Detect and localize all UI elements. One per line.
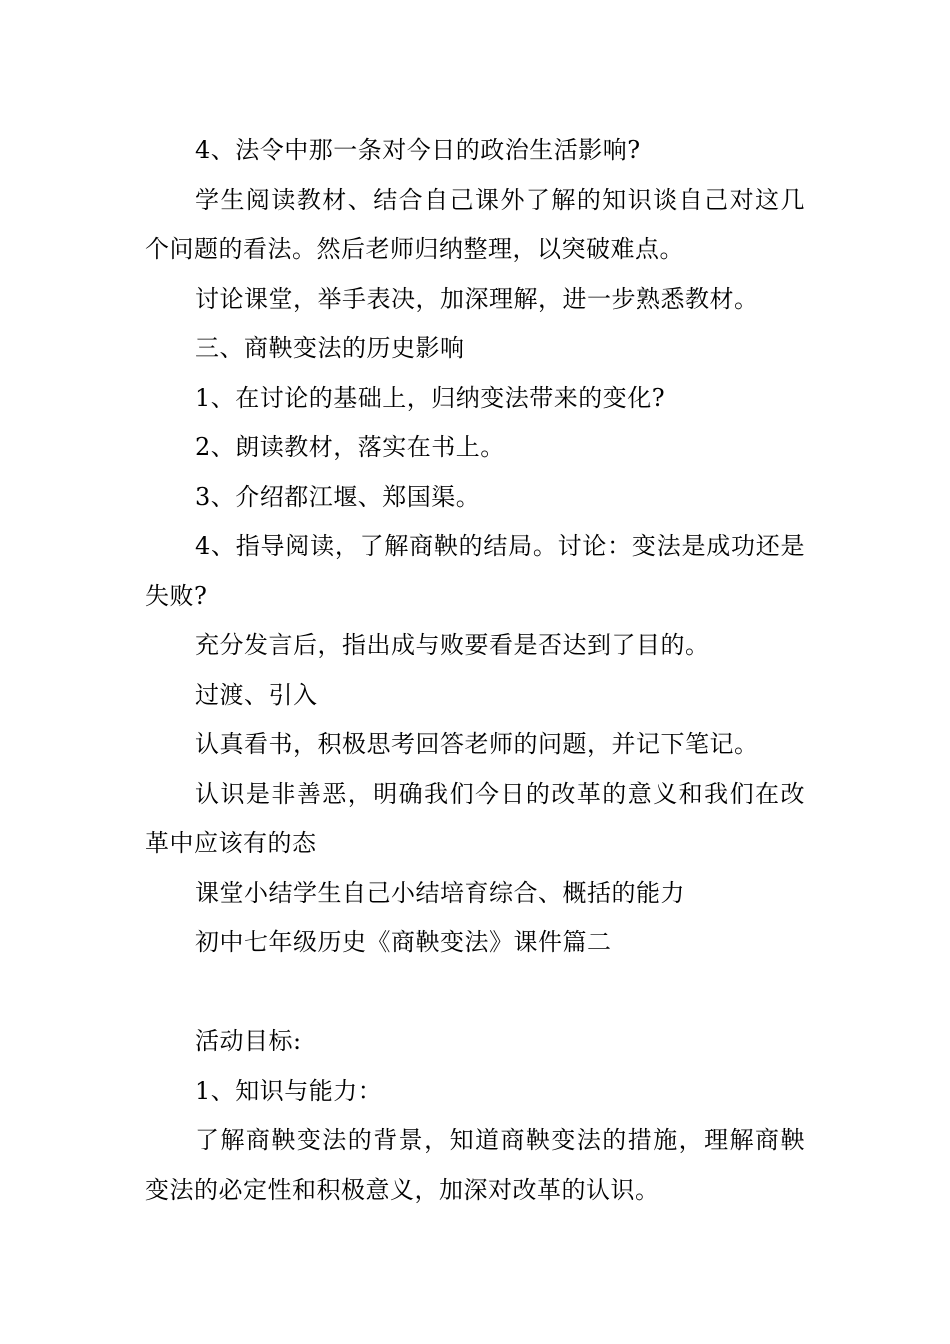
paragraph-conclusion: 充分发言后，指出成与败要看是否达到了目的。 [195, 631, 710, 659]
paragraph-law-influence: 4、法令中那一条对今日的政治生活影响? [195, 136, 641, 164]
paragraph-class-discussion: 讨论课堂，举手表决，加深理解，进一步熟悉教材。 [195, 284, 759, 313]
section-heading-historical-impact: 三、商鞅变法的历史影响 [195, 334, 465, 362]
paragraph-class-summary: 课堂小结学生自己小结培育综合、概括的能力 [195, 878, 685, 907]
paragraph-understand-reform: 了解商鞅变法的背景，知道商鞅变法的措施，理解商鞅变法的必定性和积极意义，加深对改革的认识。 [145, 1126, 805, 1204]
paragraph-read-book: 认真看书，积极思考回答老师的问题，并记下笔记。 [195, 730, 759, 758]
paragraph-item-2: 2、朗读教材，落实在书上。 [195, 433, 505, 461]
paragraph-transition: 过渡、引入 [195, 680, 318, 709]
paragraph-item-4: 4、指导阅读，了解商鞅的结局。讨论：变法是成功还是失败? [145, 532, 805, 610]
heading-activity-goals: 活动目标: [195, 1027, 302, 1055]
section-title-part-two: 初中七年级历史《商鞅变法》课件篇二 [195, 928, 612, 956]
paragraph-reform-meaning: 认识是非善恶，明确我们今日的改革的意义和我们在改革中应该有的态 [145, 779, 805, 857]
paragraph-item-3: 3、介绍都江堰、郑国渠。 [195, 482, 481, 511]
heading-knowledge-ability: 1、知识与能力： [195, 1076, 383, 1105]
document-body [145, 126, 805, 1215]
paragraph-item-1: 1、在讨论的基础上，归纳变法带来的变化? [195, 383, 666, 412]
blank-line [145, 968, 805, 1018]
paragraph-student-reading: 学生阅读教材、结合自己课外了解的知识谈自己对这几个问题的看法。然后老师归纳整理，以突破难点。 [145, 185, 805, 263]
